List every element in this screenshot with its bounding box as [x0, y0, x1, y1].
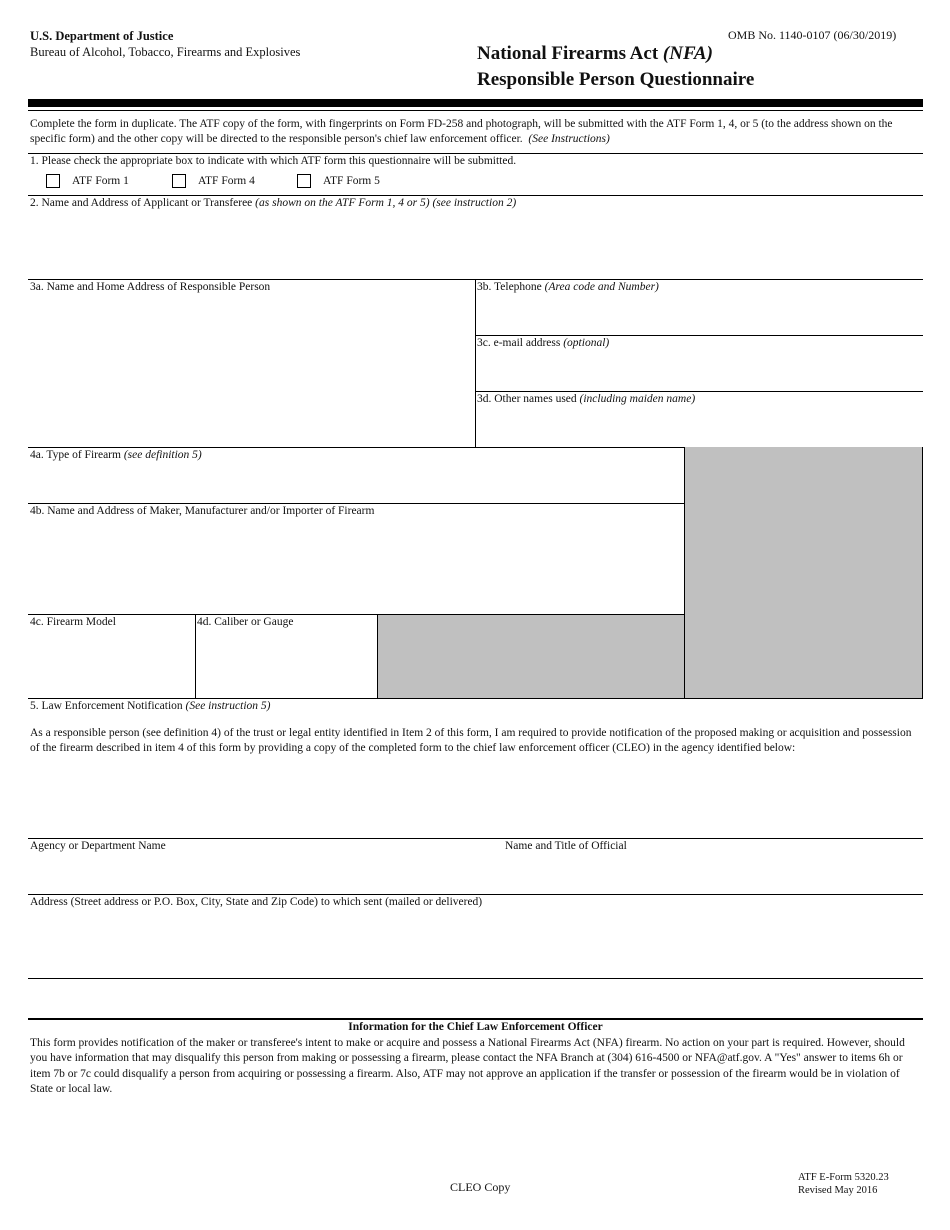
atf-form-4-label: ATF Form 4: [198, 175, 255, 187]
address-label: Address (Street address or P.O. Box, City, State and Zip Code) to which sent (mailed or delivered): [30, 896, 483, 908]
divider-3a-3b: [475, 279, 476, 447]
item5-label: 5. Law Enforcement Notification (See instruction 5): [30, 700, 271, 712]
agency-label: Agency or Department Name: [30, 840, 166, 852]
item4b-label: 4b. Name and Address of Maker, Manufacturer and/or Importer of Firearm: [30, 505, 375, 517]
form-title-line1: [477, 43, 713, 65]
item3d-label: 3d. Other names used (including maiden name): [477, 393, 696, 405]
item3c-label: 3c. e-mail address (optional): [477, 337, 610, 349]
header-thin-rule: [28, 110, 923, 111]
atf-form-1-label: ATF Form 1: [72, 175, 129, 187]
item5-text: As a responsible person (see definition 4) of the trust or legal entity identified in Item 2 of this form, I am required to provide notification of the proposed making or acquisition and possession of the firearm described in item 4 of this form by providing a copy of the completed form to the chief law enforcement officer (CLEO) in the agency identified below:: [30, 727, 912, 755]
atf-form-5-checkbox[interactable]: [297, 174, 311, 188]
intro-text: Complete the form in duplicate. The ATF copy of the form, with fingerprints on Form FD-258 and photograph, will be submitted with the ATF Form 1, 4, or 5 (to the address shown on the specific form) and the other copy will be directed to the responsible person's chief law enforcement officer. (See Instructions): [30, 118, 893, 146]
omb-number: OMB No. 1140-0107 (06/30/2019): [728, 28, 897, 42]
item4a-label: 4a. Type of Firearm (see definition 5): [30, 449, 202, 461]
applicant-name-address-field[interactable]: [30, 212, 920, 276]
other-names-field[interactable]: [478, 408, 918, 444]
item2-label: 2. Name and Address of Applicant or Transferee (as shown on the ATF Form 1, 4 or 5) (see instruction 2): [30, 197, 517, 209]
email-field[interactable]: [478, 352, 918, 388]
cleo-info-title: Information for the Chief Law Enforcement Officer: [348, 1021, 603, 1033]
item1-label: 1. Please check the appropriate box to indicate with which ATF form this questionnaire will be submitted.: [30, 155, 517, 167]
bureau-name: Bureau of Alcohol, Tobacco, Firearms and Explosives: [30, 45, 301, 59]
official-name-field[interactable]: [505, 856, 920, 891]
divider-4c-4d: [195, 614, 196, 698]
telephone-field[interactable]: [478, 296, 918, 332]
photo-area-shaded: [685, 447, 923, 698]
responsible-person-address-field[interactable]: [30, 296, 470, 444]
footer-form-number: ATF E-Form 5320.23: [798, 1172, 889, 1183]
agency-name-field[interactable]: [30, 856, 490, 891]
item4-shaded-block: [378, 615, 684, 698]
department-name: U.S. Department of Justice: [30, 29, 174, 43]
footer-revised: Revised May 2016: [798, 1185, 878, 1196]
item3b-label: 3b. Telephone (Area code and Number): [477, 281, 659, 293]
caliber-gauge-field[interactable]: [198, 631, 374, 695]
atf-form-4-checkbox[interactable]: [172, 174, 186, 188]
divider-photo-right: [922, 447, 923, 698]
atf-form-5-label: ATF Form 5: [323, 175, 380, 187]
item4c-label: 4c. Firearm Model: [30, 616, 116, 628]
item3a-label: 3a. Name and Home Address of Responsible Person: [30, 281, 271, 293]
footer-copy-label: CLEO Copy: [450, 1180, 511, 1194]
divider-photo-left: [684, 447, 685, 698]
header-thick-rule: [28, 99, 923, 107]
atf-form-1-checkbox[interactable]: [46, 174, 60, 188]
cleo-address-field[interactable]: [30, 912, 920, 974]
form-title-prefix: National Firearms Act: [477, 43, 659, 64]
official-label: Name and Title of Official: [505, 840, 627, 852]
rule-address: [28, 978, 923, 979]
form-title-line2: Responsible Person Questionnaire: [477, 69, 755, 90]
firearm-model-field[interactable]: [30, 631, 192, 695]
firearm-type-field[interactable]: [30, 464, 680, 500]
form-title-italic: (NFA): [662, 43, 713, 64]
maker-address-field[interactable]: [30, 520, 680, 610]
cleo-info-text: This form provides notification of the maker or transferee's intent to make or acquire and possess a National Firearms Act (NFA) firearm. No action on your part is required. However, should you have information that may disqualify this person from making or possessing a firearm, please contact the NFA Branch at (304) 616-4500 or NFA@atf.gov. A "Yes" answer to items 6h or item 7b or 7c could disqualify a person from acquiring or possessing a firearm. Also, ATF may not approve an application if the transfer or possession of the firearm would be in violation of State or local law.: [30, 1037, 905, 1095]
item4d-label: 4d. Caliber or Gauge: [197, 616, 294, 628]
